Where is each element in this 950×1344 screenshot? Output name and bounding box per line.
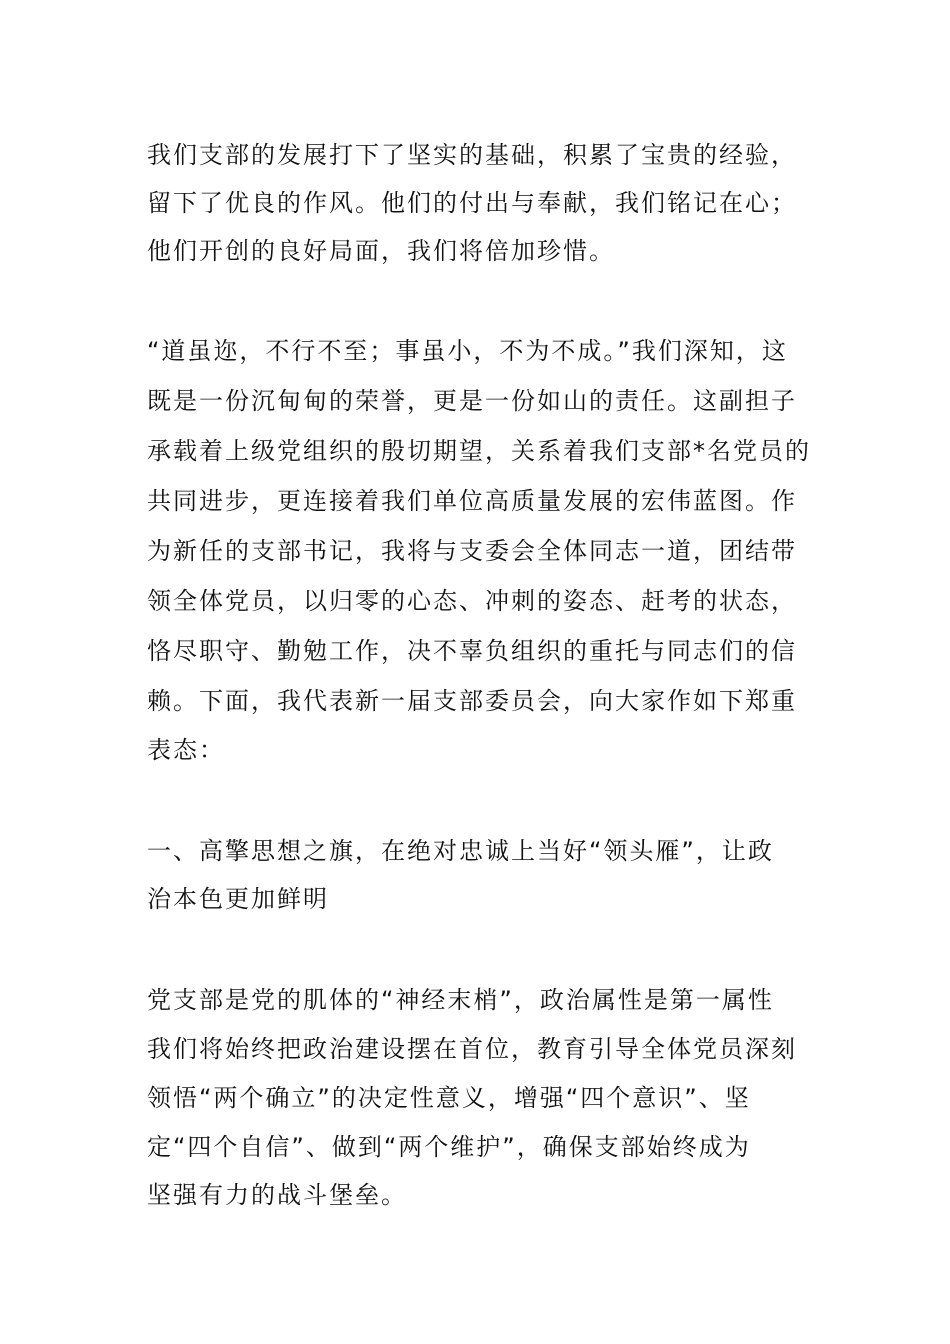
text-line: 恪尽职守、勤勉工作，决不辜负组织的重托与同志们的信 — [147, 637, 797, 665]
text-line: 为新任的支部书记，我将与支委会全体同志一道，团结带 — [147, 537, 797, 565]
text-line: 领全体党员，以归零的心态、冲刺的姿态、赶考的状态， — [147, 587, 797, 615]
text-line: 共同进步，更连接着我们单位高质量发展的宏伟蓝图。作 — [147, 487, 797, 515]
text-line: 我们支部的发展打下了坚实的基础，积累了宝贵的经验， — [147, 141, 797, 169]
text-line: 领悟“两个确立”的决定性意义，增强“四个意识”、坚 — [147, 1084, 751, 1112]
text-line: 定“四个自信”、做到“两个维护”，确保支部始终成为 — [147, 1133, 751, 1161]
text-line: 坚强有力的战斗堡垒。 — [147, 1181, 407, 1209]
text-line: 承载着上级党组织的殷切期望，关系着我们支部*名党员的 — [147, 437, 811, 465]
text-line: 一、高擎思想之旗，在绝对忠诚上当好“领头雁”，让政 — [147, 837, 774, 865]
text-line: “道虽迩，不行不至；事虽小，不为不成。”我们深知，这 — [147, 337, 788, 365]
text-line: 党支部是党的肌体的“神经末梢”，政治属性是第一属性 — [147, 986, 774, 1014]
text-line: 既是一份沉甸甸的荣誉，更是一份如山的责任。这副担子 — [147, 387, 797, 415]
text-line: 表态： — [147, 736, 225, 764]
text-line: 治本色更加鲜明 — [147, 885, 329, 913]
text-line: 他们开创的良好局面，我们将倍加珍惜。 — [147, 237, 615, 265]
text-line: 留下了优良的作风。他们的付出与奉献，我们铭记在心； — [147, 189, 797, 217]
text-line: 赖。下面，我代表新一届支部委员会，向大家作如下郑重 — [147, 687, 797, 715]
text-line: 我们将始终把政治建设摆在首位，教育引导全体党员深刻 — [147, 1035, 797, 1063]
